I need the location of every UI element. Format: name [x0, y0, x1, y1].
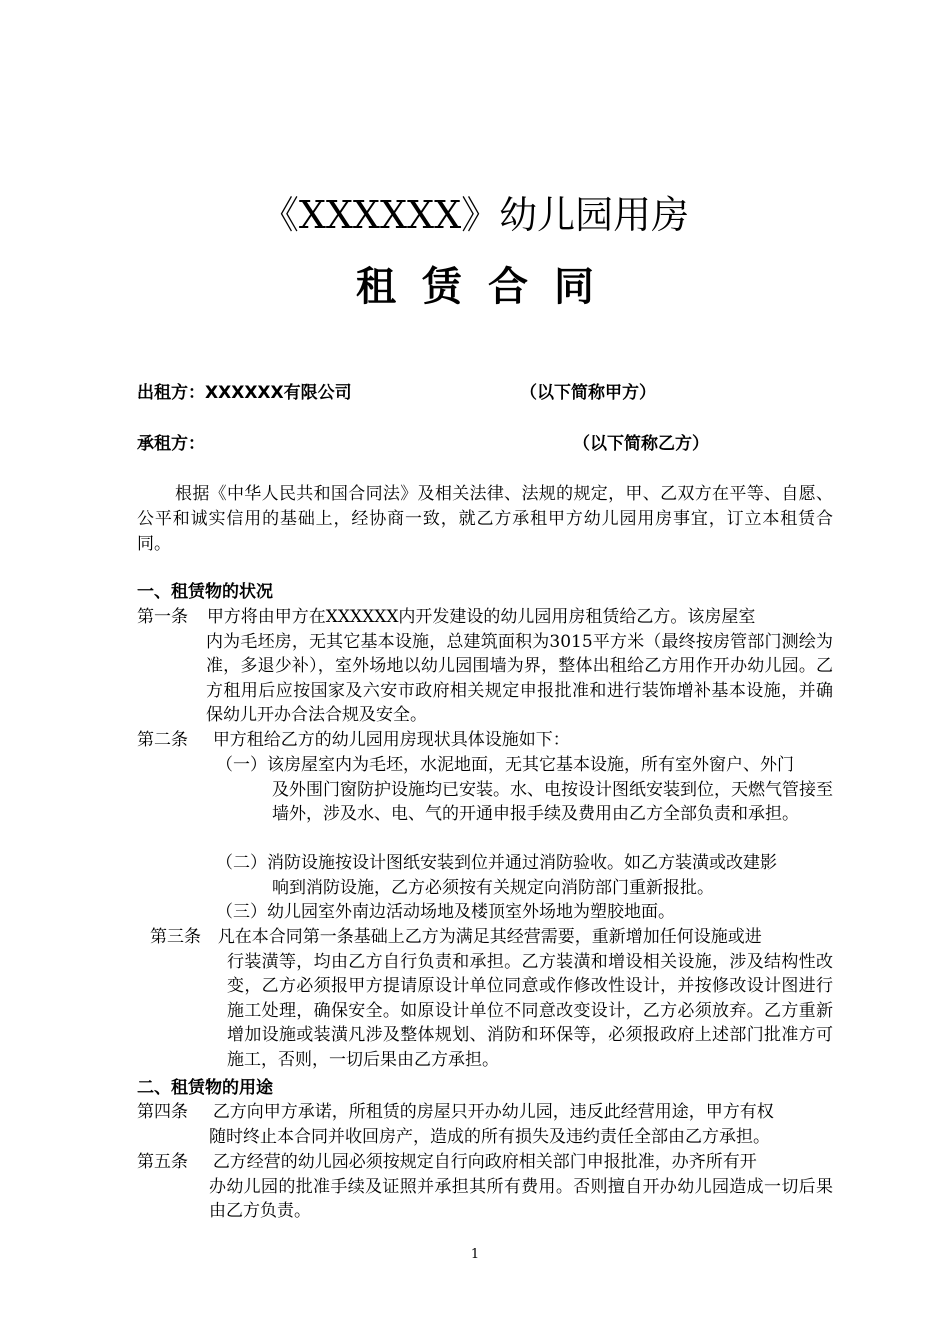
- intro-paragraph: 根据《中华人民共和国合同法》及相关法律、法规的规定，甲、乙双方在平等、自愿、公平和诚实信用的基础上，经协商一致，就乙方承租甲方幼儿园用房事宜，订立本租赁合同。: [137, 484, 833, 554]
- contract-title-line1: 《XXXXXX》幼儿园用房: [260, 193, 690, 237]
- article-2-item-3-first-line: 幼儿园室外南边活动场地及楼顶室外场地为塑胶地面。: [267, 902, 675, 922]
- lessor-note: （以下简称甲方）: [520, 383, 656, 403]
- article-2-item-1: [216, 753, 833, 827]
- lessee-line: [137, 432, 709, 456]
- article-5-text: 办幼儿园的批准手续及证照并承担其所有费用。否则擅自开办幼儿园造成一切后果由乙方负责。: [209, 1176, 833, 1221]
- article-2-item-3-lead: （三）: [216, 902, 267, 922]
- article-5-lead: 第五条: [137, 1152, 188, 1172]
- article-5-first-line: 乙方经营的幼儿园必须按规定自行向政府相关部门申报批准，办齐所有开: [212, 1152, 757, 1172]
- article-3-lead: 第三条: [150, 927, 201, 947]
- lessor-label: 出租方：XXXXXX有限公司: [137, 383, 352, 403]
- article-2-item-2: [216, 851, 833, 900]
- article-4: [137, 1100, 833, 1149]
- article-4-first-line: 乙方向甲方承诺，所租赁的房屋只开办幼儿园，违反此经营用途，甲方有权: [212, 1102, 774, 1122]
- article-2: [137, 728, 833, 753]
- article-5: [137, 1150, 833, 1224]
- page-number: 1: [470, 1247, 480, 1262]
- article-2-lead: 第二条: [137, 730, 188, 750]
- lessor-line: [137, 381, 656, 405]
- article-4-text: 随时终止本合同并收回房产，造成的所有损失及违约责任全部由乙方承担。: [209, 1126, 770, 1147]
- section-heading-1: 一、租赁物的状况: [137, 582, 273, 602]
- article-2-item-3: [216, 900, 833, 925]
- article-3-text: 行装潢等，均由乙方自行负责和承担。乙方装潢和增设相关设施，涉及结构性改变，乙方必须报甲方提请原设计单位同意或作修改性设计，并按修改设计图进行施工处理，确保安全。如原设计单位不同意改变设计，乙方必须放弃。乙方重新增加设施或装潢凡涉及整体规划、消防和环保等，必须报政府上述部门批准方可施工，否则，一切后果由乙方承担。: [227, 951, 833, 1070]
- article-2-item-1-text: 及外围门窗防护设施均已安装。水、电按设计图纸安装到位，天燃气管接至墙外，涉及水、电、气的开通申报手续及费用由乙方全部负责和承担。: [272, 779, 833, 824]
- article-2-item-1-first-line: 该房屋室内为毛坯，水泥地面，无其它基本设施，所有室外窗户、外门: [267, 755, 794, 775]
- section-heading-2: 二、租赁物的用途: [137, 1078, 273, 1098]
- lessee-note: （以下简称乙方）: [573, 434, 709, 454]
- article-3-first-line: 凡在本合同第一条基础上乙方为满足其经营需要，重新增加任何设施或进: [217, 927, 762, 947]
- article-1-lead: 第一条: [137, 607, 188, 627]
- article-2-item-1-lead: （一）: [216, 755, 267, 775]
- article-2-first-line: 甲方租给乙方的幼儿园用房现状具体设施如下：: [212, 730, 570, 750]
- lessee-label: 承租方：: [137, 434, 205, 454]
- contract-title-line2: 租赁合同: [356, 264, 620, 310]
- article-1-text: 内为毛坯房，无其它基本设施，总建筑面积为3015平方米（最终按房管部门测绘为准，多退少补），室外场地以幼儿园围墙为界，整体出租给乙方用作开办幼儿园。乙方租用后应按国家及六安市政府相关规定申报批准和进行装饰增补基本设施，并确保幼儿开办合法合规及安全。: [206, 631, 833, 725]
- article-2-item-2-first-line: 消防设施按设计图纸安装到位并通过消防验收。如乙方装潢或改建影: [267, 853, 777, 873]
- article-2-item-2-text: 响到消防设施，乙方必须按有关规定向消防部门重新报批。: [272, 877, 714, 898]
- article-1-first-line: 甲方将由甲方在XXXXXX内开发建设的幼儿园用房租赁给乙方。该房屋室: [206, 607, 756, 627]
- article-1: [137, 605, 833, 728]
- article-4-lead: 第四条: [137, 1102, 188, 1122]
- article-2-item-2-lead: （二）: [216, 853, 267, 873]
- article-3: [150, 925, 833, 1072]
